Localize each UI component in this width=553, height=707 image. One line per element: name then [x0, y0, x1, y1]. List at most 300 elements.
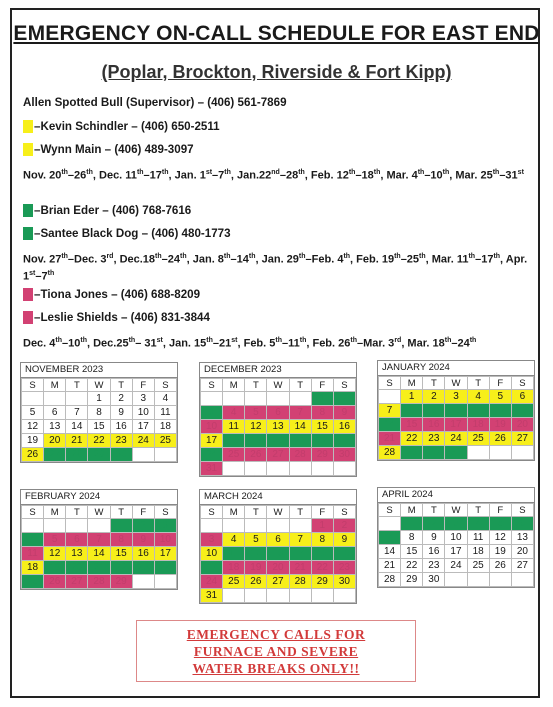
- calendar-day-cell: 24: [132, 434, 154, 448]
- calendar-day-cell: 2: [132, 519, 154, 533]
- calendar-day-cell: 30: [110, 448, 132, 462]
- calendar-day-cell: 15: [311, 420, 333, 434]
- page-title: EMERGENCY ON-CALL SCHEDULE FOR EAST END: [13, 22, 540, 45]
- calendar-day-cell: [489, 573, 511, 587]
- weekday-label: T: [467, 377, 489, 390]
- calendar-day-cell: 2: [423, 390, 445, 404]
- calendar-day-cell: [511, 446, 533, 460]
- contact-brian: [23, 204, 191, 217]
- calendar-day-cell: 18: [467, 545, 489, 559]
- calendar-day-cell: 27: [511, 432, 533, 446]
- weekday-label: T: [110, 506, 132, 519]
- calendar-month-title: APRIL 2024: [378, 488, 534, 503]
- contact-santee: [23, 227, 231, 240]
- yellow-swatch: [23, 120, 33, 133]
- weekday-label: T: [289, 379, 311, 392]
- notice-line: WATER BREAKS ONLY!!: [192, 661, 360, 676]
- calendar-day-cell: 12: [44, 547, 66, 561]
- calendar-day-cell: [489, 446, 511, 460]
- calendar-day-cell: 2: [423, 517, 445, 531]
- calendar-day-cell: [289, 462, 311, 476]
- weekday-label: W: [445, 377, 467, 390]
- calendar-week-row: [201, 462, 356, 476]
- calendar-december-2023: [199, 362, 357, 477]
- calendar-day-cell: 1: [311, 392, 333, 406]
- calendar-day-cell: 4: [223, 406, 245, 420]
- calendar-day-cell: [44, 392, 66, 406]
- weekday-label: W: [88, 506, 110, 519]
- notice-line: EMERGENCY CALLS FOR: [186, 627, 366, 642]
- calendar-day-cell: 7: [289, 533, 311, 547]
- calendar-day-cell: 24: [445, 559, 467, 573]
- calendar-day-cell: [22, 392, 44, 406]
- calendar-day-cell: 15: [110, 547, 132, 561]
- calendar-month-title: MARCH 2024: [200, 490, 356, 505]
- calendar-day-cell: 22: [110, 561, 132, 575]
- calendar-day-cell: 25: [467, 432, 489, 446]
- calendar-day-cell: [267, 462, 289, 476]
- calendar-day-cell: [201, 392, 223, 406]
- calendar-day-cell: 30: [423, 573, 445, 587]
- calendar-day-cell: 28: [88, 575, 110, 589]
- calendar-day-cell: [154, 448, 176, 462]
- calendar-day-cell: 19: [22, 434, 44, 448]
- calendar-day-cell: 17: [445, 545, 467, 559]
- calendar-day-cell: 6: [44, 406, 66, 420]
- calendar-week-row: [379, 517, 534, 531]
- calendar-day-cell: 20: [44, 434, 66, 448]
- calendar-day-cell: [445, 573, 467, 587]
- calendar-day-cell: 8: [110, 533, 132, 547]
- calendar-day-cell: [245, 462, 267, 476]
- calendar-day-cell: 25: [154, 434, 176, 448]
- calendar-day-cell: 4: [154, 392, 176, 406]
- calendar-day-cell: 21: [66, 434, 88, 448]
- calendar-day-cell: 3: [445, 517, 467, 531]
- calendar-day-cell: [379, 390, 401, 404]
- calendar-day-cell: 10: [445, 531, 467, 545]
- calendar-day-cell: 18: [467, 418, 489, 432]
- green-dates: Nov. 27th–Dec. 3rd, Dec.18th–24th, Jan. 8th–14th, Jan. 29th–Feb. 4th, Feb. 19th–25th, Mar. 11th–17th, Apr. 1st–7th: [23, 253, 528, 283]
- weekday-label: S: [379, 504, 401, 517]
- calendar-day-cell: 21: [379, 432, 401, 446]
- calendar-week-row: [201, 547, 356, 561]
- calendar-week-row: [201, 589, 356, 603]
- calendar-day-cell: [333, 589, 355, 603]
- calendar-day-cell: 30: [333, 575, 355, 589]
- calendar-day-cell: 28: [379, 446, 401, 460]
- calendar-day-cell: 4: [467, 390, 489, 404]
- calendar-day-cell: 13: [511, 531, 533, 545]
- calendar-day-cell: 7: [66, 406, 88, 420]
- calendar-day-cell: 11: [467, 531, 489, 545]
- calendar-day-cell: 20: [267, 434, 289, 448]
- weekday-label: T: [245, 506, 267, 519]
- calendar-day-cell: 13: [267, 547, 289, 561]
- calendar-day-cell: 6: [66, 533, 88, 547]
- calendar-day-cell: 9: [333, 533, 355, 547]
- calendar-day-cell: [333, 462, 355, 476]
- calendar-day-cell: 27: [66, 575, 88, 589]
- contact-kevin: [23, 120, 220, 133]
- calendar-day-cell: 31: [445, 446, 467, 460]
- calendar-april-2024: [377, 487, 535, 588]
- calendar-day-cell: 7: [379, 531, 401, 545]
- calendar-week-row: [22, 420, 177, 434]
- weekday-label: W: [445, 504, 467, 517]
- calendar-day-cell: 20: [267, 561, 289, 575]
- calendar-day-cell: 9: [132, 533, 154, 547]
- calendar-day-cell: 28: [289, 575, 311, 589]
- calendar-day-cell: 19: [44, 561, 66, 575]
- calendar-day-cell: 9: [423, 531, 445, 545]
- calendar-day-cell: 18: [223, 434, 245, 448]
- calendar-day-cell: 16: [423, 418, 445, 432]
- calendar-day-cell: 22: [311, 561, 333, 575]
- calendar-week-row: [22, 561, 177, 575]
- calendar-day-cell: 5: [245, 533, 267, 547]
- calendar-week-row: [379, 573, 534, 587]
- calendar-day-cell: 9: [110, 406, 132, 420]
- calendar-day-cell: 11: [467, 404, 489, 418]
- calendar-month-title: JANUARY 2024: [378, 361, 534, 376]
- calendar-day-cell: [22, 519, 44, 533]
- weekday-label: M: [223, 506, 245, 519]
- calendar-day-cell: 8: [401, 531, 423, 545]
- calendar-day-cell: 29: [401, 446, 423, 460]
- calendar-day-cell: 31: [201, 589, 223, 603]
- calendar-day-cell: 23: [423, 432, 445, 446]
- calendar-day-cell: 10: [201, 420, 223, 434]
- calendar-day-cell: 25: [223, 448, 245, 462]
- calendar-day-cell: 22: [88, 434, 110, 448]
- calendar-day-cell: 14: [289, 547, 311, 561]
- calendar-week-row: [201, 575, 356, 589]
- calendar-day-cell: 3: [445, 390, 467, 404]
- calendar-march-2024: [199, 489, 357, 604]
- calendar-month-title: FEBRUARY 2024: [21, 490, 177, 505]
- calendar-day-cell: 20: [511, 418, 533, 432]
- calendar-day-cell: 19: [489, 545, 511, 559]
- weekday-label: T: [66, 506, 88, 519]
- yellow-swatch: [23, 143, 33, 156]
- contact-leslie: [23, 311, 210, 324]
- calendar-day-cell: 29: [401, 573, 423, 587]
- calendar-day-cell: 30: [333, 448, 355, 462]
- weekday-label: T: [467, 504, 489, 517]
- calendar-day-cell: 19: [245, 434, 267, 448]
- calendar-day-cell: 10: [132, 406, 154, 420]
- calendar-day-cell: 8: [88, 406, 110, 420]
- weekday-label: F: [489, 377, 511, 390]
- weekday-label: F: [132, 506, 154, 519]
- calendar-day-cell: 27: [267, 575, 289, 589]
- yellow-dates: Nov. 20th–26th, Dec. 11th–17th, Jan. 1st–7th, Jan.22nd–28th, Feb. 12th–18th, Mar. 4th–10th, Mar. 25th–31st: [23, 169, 524, 182]
- calendar-day-cell: [88, 519, 110, 533]
- calendar-day-cell: 22: [401, 559, 423, 573]
- calendar-day-cell: 25: [22, 575, 44, 589]
- calendar-day-cell: [267, 519, 289, 533]
- calendar-day-cell: 26: [489, 432, 511, 446]
- calendar-day-cell: [132, 575, 154, 589]
- weekday-label: S: [201, 379, 223, 392]
- calendar-week-row: [201, 561, 356, 575]
- calendar-week-row: [22, 406, 177, 420]
- calendar-day-cell: 11: [154, 406, 176, 420]
- calendar-week-row: [22, 434, 177, 448]
- calendar-day-cell: 12: [245, 547, 267, 561]
- calendar-day-cell: 16: [423, 545, 445, 559]
- calendar-day-cell: 29: [311, 448, 333, 462]
- calendar-day-cell: 7: [88, 533, 110, 547]
- calendar-day-cell: 12: [245, 420, 267, 434]
- calendar-day-cell: [311, 462, 333, 476]
- calendar-day-cell: 6: [511, 390, 533, 404]
- calendar-day-cell: 5: [489, 390, 511, 404]
- calendar-day-cell: 23: [423, 559, 445, 573]
- calendar-day-cell: 25: [467, 559, 489, 573]
- calendar-week-row: [201, 406, 356, 420]
- calendar-day-cell: 27: [267, 448, 289, 462]
- calendar-day-cell: 16: [132, 547, 154, 561]
- page-subtitle: (Poplar, Brockton, Riverside & Fort Kipp): [101, 62, 452, 82]
- contact-tiona: [23, 288, 200, 301]
- calendar-week-row: [201, 392, 356, 406]
- calendar-week-row: [22, 533, 177, 547]
- calendar-month-title: NOVEMBER 2023: [21, 363, 177, 378]
- calendar-day-cell: 28: [66, 448, 88, 462]
- contact-text: –Santee Black Dog – (406) 480-1773: [34, 227, 231, 240]
- calendar-day-cell: 29: [88, 448, 110, 462]
- calendar-day-cell: 15: [401, 418, 423, 432]
- contact-text: –Tiona Jones – (406) 688-8209: [34, 288, 201, 301]
- calendar-week-row: [22, 392, 177, 406]
- calendar-day-cell: 9: [333, 406, 355, 420]
- calendar-day-cell: 7: [379, 404, 401, 418]
- calendar-day-cell: 13: [44, 420, 66, 434]
- weekday-label: F: [132, 379, 154, 392]
- calendar-day-cell: 19: [489, 418, 511, 432]
- calendar-day-cell: 16: [333, 547, 355, 561]
- calendar-day-cell: [267, 589, 289, 603]
- weekday-label: M: [44, 506, 66, 519]
- weekday-label: T: [289, 506, 311, 519]
- calendar-day-cell: [289, 519, 311, 533]
- notice-line: FURNACE AND SEVERE: [193, 644, 359, 659]
- calendar-week-row: [22, 448, 177, 462]
- calendar-day-cell: 8: [311, 533, 333, 547]
- calendar-day-cell: 5: [245, 406, 267, 420]
- calendar-day-cell: 8: [401, 404, 423, 418]
- calendar-day-cell: 2: [110, 392, 132, 406]
- calendar-day-cell: 6: [267, 406, 289, 420]
- calendar-day-cell: 13: [267, 420, 289, 434]
- calendar-day-cell: 18: [223, 561, 245, 575]
- calendar-day-cell: 23: [132, 561, 154, 575]
- calendar-day-cell: 14: [289, 420, 311, 434]
- calendar-day-cell: 10: [445, 404, 467, 418]
- calendar-day-cell: 11: [22, 547, 44, 561]
- calendar-day-cell: 15: [401, 545, 423, 559]
- calendar-day-cell: 15: [311, 547, 333, 561]
- weekday-label: S: [154, 506, 176, 519]
- calendar-day-cell: [66, 392, 88, 406]
- weekday-label: F: [311, 506, 333, 519]
- calendar-day-cell: 8: [311, 406, 333, 420]
- pink-dates: Dec. 4th–10th, Dec.25th– 31st, Jan. 15th–21st, Feb. 5th–11th, Feb. 26th–Mar. 3rd, Mar. 18th–24th: [23, 337, 477, 350]
- calendar-day-cell: 3: [201, 406, 223, 420]
- calendar-day-cell: 7: [289, 406, 311, 420]
- calendar-day-cell: 17: [445, 418, 467, 432]
- calendar-week-row: [379, 390, 534, 404]
- calendar-week-row: [201, 533, 356, 547]
- weekday-label: W: [267, 379, 289, 392]
- calendar-day-cell: 14: [379, 545, 401, 559]
- weekday-label: S: [511, 377, 533, 390]
- calendar-day-cell: [245, 589, 267, 603]
- weekday-label: T: [245, 379, 267, 392]
- calendar-day-cell: 4: [467, 517, 489, 531]
- calendar-day-cell: 19: [245, 561, 267, 575]
- calendar-day-cell: [245, 519, 267, 533]
- calendar-day-cell: 2: [333, 519, 355, 533]
- calendar-day-cell: [223, 392, 245, 406]
- calendar-week-row: [379, 545, 534, 559]
- calendar-week-row: [201, 519, 356, 533]
- calendar-week-row: [201, 448, 356, 462]
- calendar-day-cell: 11: [223, 547, 245, 561]
- calendar-day-cell: [132, 448, 154, 462]
- calendar-day-cell: 17: [132, 420, 154, 434]
- calendar-day-cell: 1: [311, 519, 333, 533]
- weekday-label: M: [223, 379, 245, 392]
- calendar-day-cell: [289, 392, 311, 406]
- calendar-day-cell: 26: [44, 575, 66, 589]
- calendar-week-row: [379, 418, 534, 432]
- calendar-day-cell: [467, 573, 489, 587]
- calendar-week-row: [379, 432, 534, 446]
- calendar-day-cell: 18: [154, 420, 176, 434]
- calendar-day-cell: 21: [289, 434, 311, 448]
- contact-text: –Kevin Schindler – (406) 650-2511: [34, 120, 220, 133]
- calendar-day-cell: [223, 589, 245, 603]
- calendar-day-cell: 3: [154, 519, 176, 533]
- calendar-day-cell: 23: [333, 434, 355, 448]
- calendar-day-cell: 1: [110, 519, 132, 533]
- calendar-day-cell: 24: [445, 432, 467, 446]
- calendar-day-cell: 17: [154, 547, 176, 561]
- calendar-day-cell: 31: [201, 462, 223, 476]
- weekday-label: S: [379, 377, 401, 390]
- calendar-month-title: DECEMBER 2023: [200, 363, 356, 378]
- weekday-label: W: [267, 506, 289, 519]
- calendar-day-cell: 15: [88, 420, 110, 434]
- calendar-day-cell: 23: [333, 561, 355, 575]
- calendar-day-cell: 21: [88, 561, 110, 575]
- calendar-day-cell: [223, 519, 245, 533]
- calendar-day-cell: 12: [489, 531, 511, 545]
- calendar-day-cell: 10: [154, 533, 176, 547]
- calendar-day-cell: [66, 519, 88, 533]
- weekday-label: S: [22, 379, 44, 392]
- weekday-label: M: [401, 377, 423, 390]
- weekday-label: F: [311, 379, 333, 392]
- green-swatch: [23, 227, 33, 240]
- calendar-day-cell: [467, 446, 489, 460]
- calendar-day-cell: [201, 519, 223, 533]
- calendar-week-row: [201, 434, 356, 448]
- calendar-day-cell: 26: [489, 559, 511, 573]
- weekday-label: T: [423, 504, 445, 517]
- weekday-label: S: [154, 379, 176, 392]
- calendar-day-cell: 6: [511, 517, 533, 531]
- supervisor-line: Allen Spotted Bull (Supervisor) – (406) 561-7869: [23, 96, 287, 109]
- calendar-day-cell: 26: [245, 575, 267, 589]
- calendar-day-cell: 27: [44, 448, 66, 462]
- calendar-day-cell: [289, 589, 311, 603]
- calendar-day-cell: 9: [423, 404, 445, 418]
- calendar-day-cell: [154, 575, 176, 589]
- calendar-day-cell: [379, 517, 401, 531]
- calendar-week-row: [22, 519, 177, 533]
- calendar-day-cell: 14: [379, 418, 401, 432]
- calendar-day-cell: 2: [333, 392, 355, 406]
- calendar-day-cell: 20: [511, 545, 533, 559]
- calendar-day-cell: 21: [379, 559, 401, 573]
- calendar-day-cell: 12: [22, 420, 44, 434]
- weekday-label: S: [511, 504, 533, 517]
- emergency-notice: [136, 620, 416, 682]
- calendar-day-cell: 27: [511, 559, 533, 573]
- calendar-day-cell: 1: [88, 392, 110, 406]
- contact-text: –Leslie Shields – (406) 831-3844: [34, 311, 210, 324]
- calendar-day-cell: 6: [267, 533, 289, 547]
- calendar-day-cell: 25: [223, 575, 245, 589]
- weekday-label: W: [88, 379, 110, 392]
- calendar-week-row: [379, 446, 534, 460]
- calendar-day-cell: 24: [154, 561, 176, 575]
- contact-text: –Brian Eder – (406) 768-7616: [34, 204, 192, 217]
- weekday-label: T: [110, 379, 132, 392]
- weekday-label: S: [22, 506, 44, 519]
- calendar-day-cell: 29: [110, 575, 132, 589]
- pink-swatch: [23, 311, 33, 324]
- calendar-day-cell: 28: [379, 573, 401, 587]
- calendar-week-row: [379, 404, 534, 418]
- green-swatch: [23, 204, 33, 217]
- calendar-day-cell: [511, 573, 533, 587]
- calendar-day-cell: 17: [201, 561, 223, 575]
- calendar-january-2024: [377, 360, 535, 461]
- weekday-label: M: [44, 379, 66, 392]
- contact-wynn: [23, 143, 194, 156]
- calendar-day-cell: 18: [22, 561, 44, 575]
- calendar-day-cell: 22: [311, 434, 333, 448]
- calendar-week-row: [379, 531, 534, 545]
- weekday-label: T: [423, 377, 445, 390]
- calendar-day-cell: 12: [489, 404, 511, 418]
- calendar-week-row: [379, 559, 534, 573]
- calendar-day-cell: 24: [201, 448, 223, 462]
- calendar-day-cell: 26: [22, 448, 44, 462]
- calendar-day-cell: 5: [489, 517, 511, 531]
- weekday-label: S: [201, 506, 223, 519]
- calendar-day-cell: 20: [66, 561, 88, 575]
- calendar-day-cell: 21: [289, 561, 311, 575]
- calendar-day-cell: 13: [511, 404, 533, 418]
- calendar-day-cell: 29: [311, 575, 333, 589]
- calendar-day-cell: 16: [110, 420, 132, 434]
